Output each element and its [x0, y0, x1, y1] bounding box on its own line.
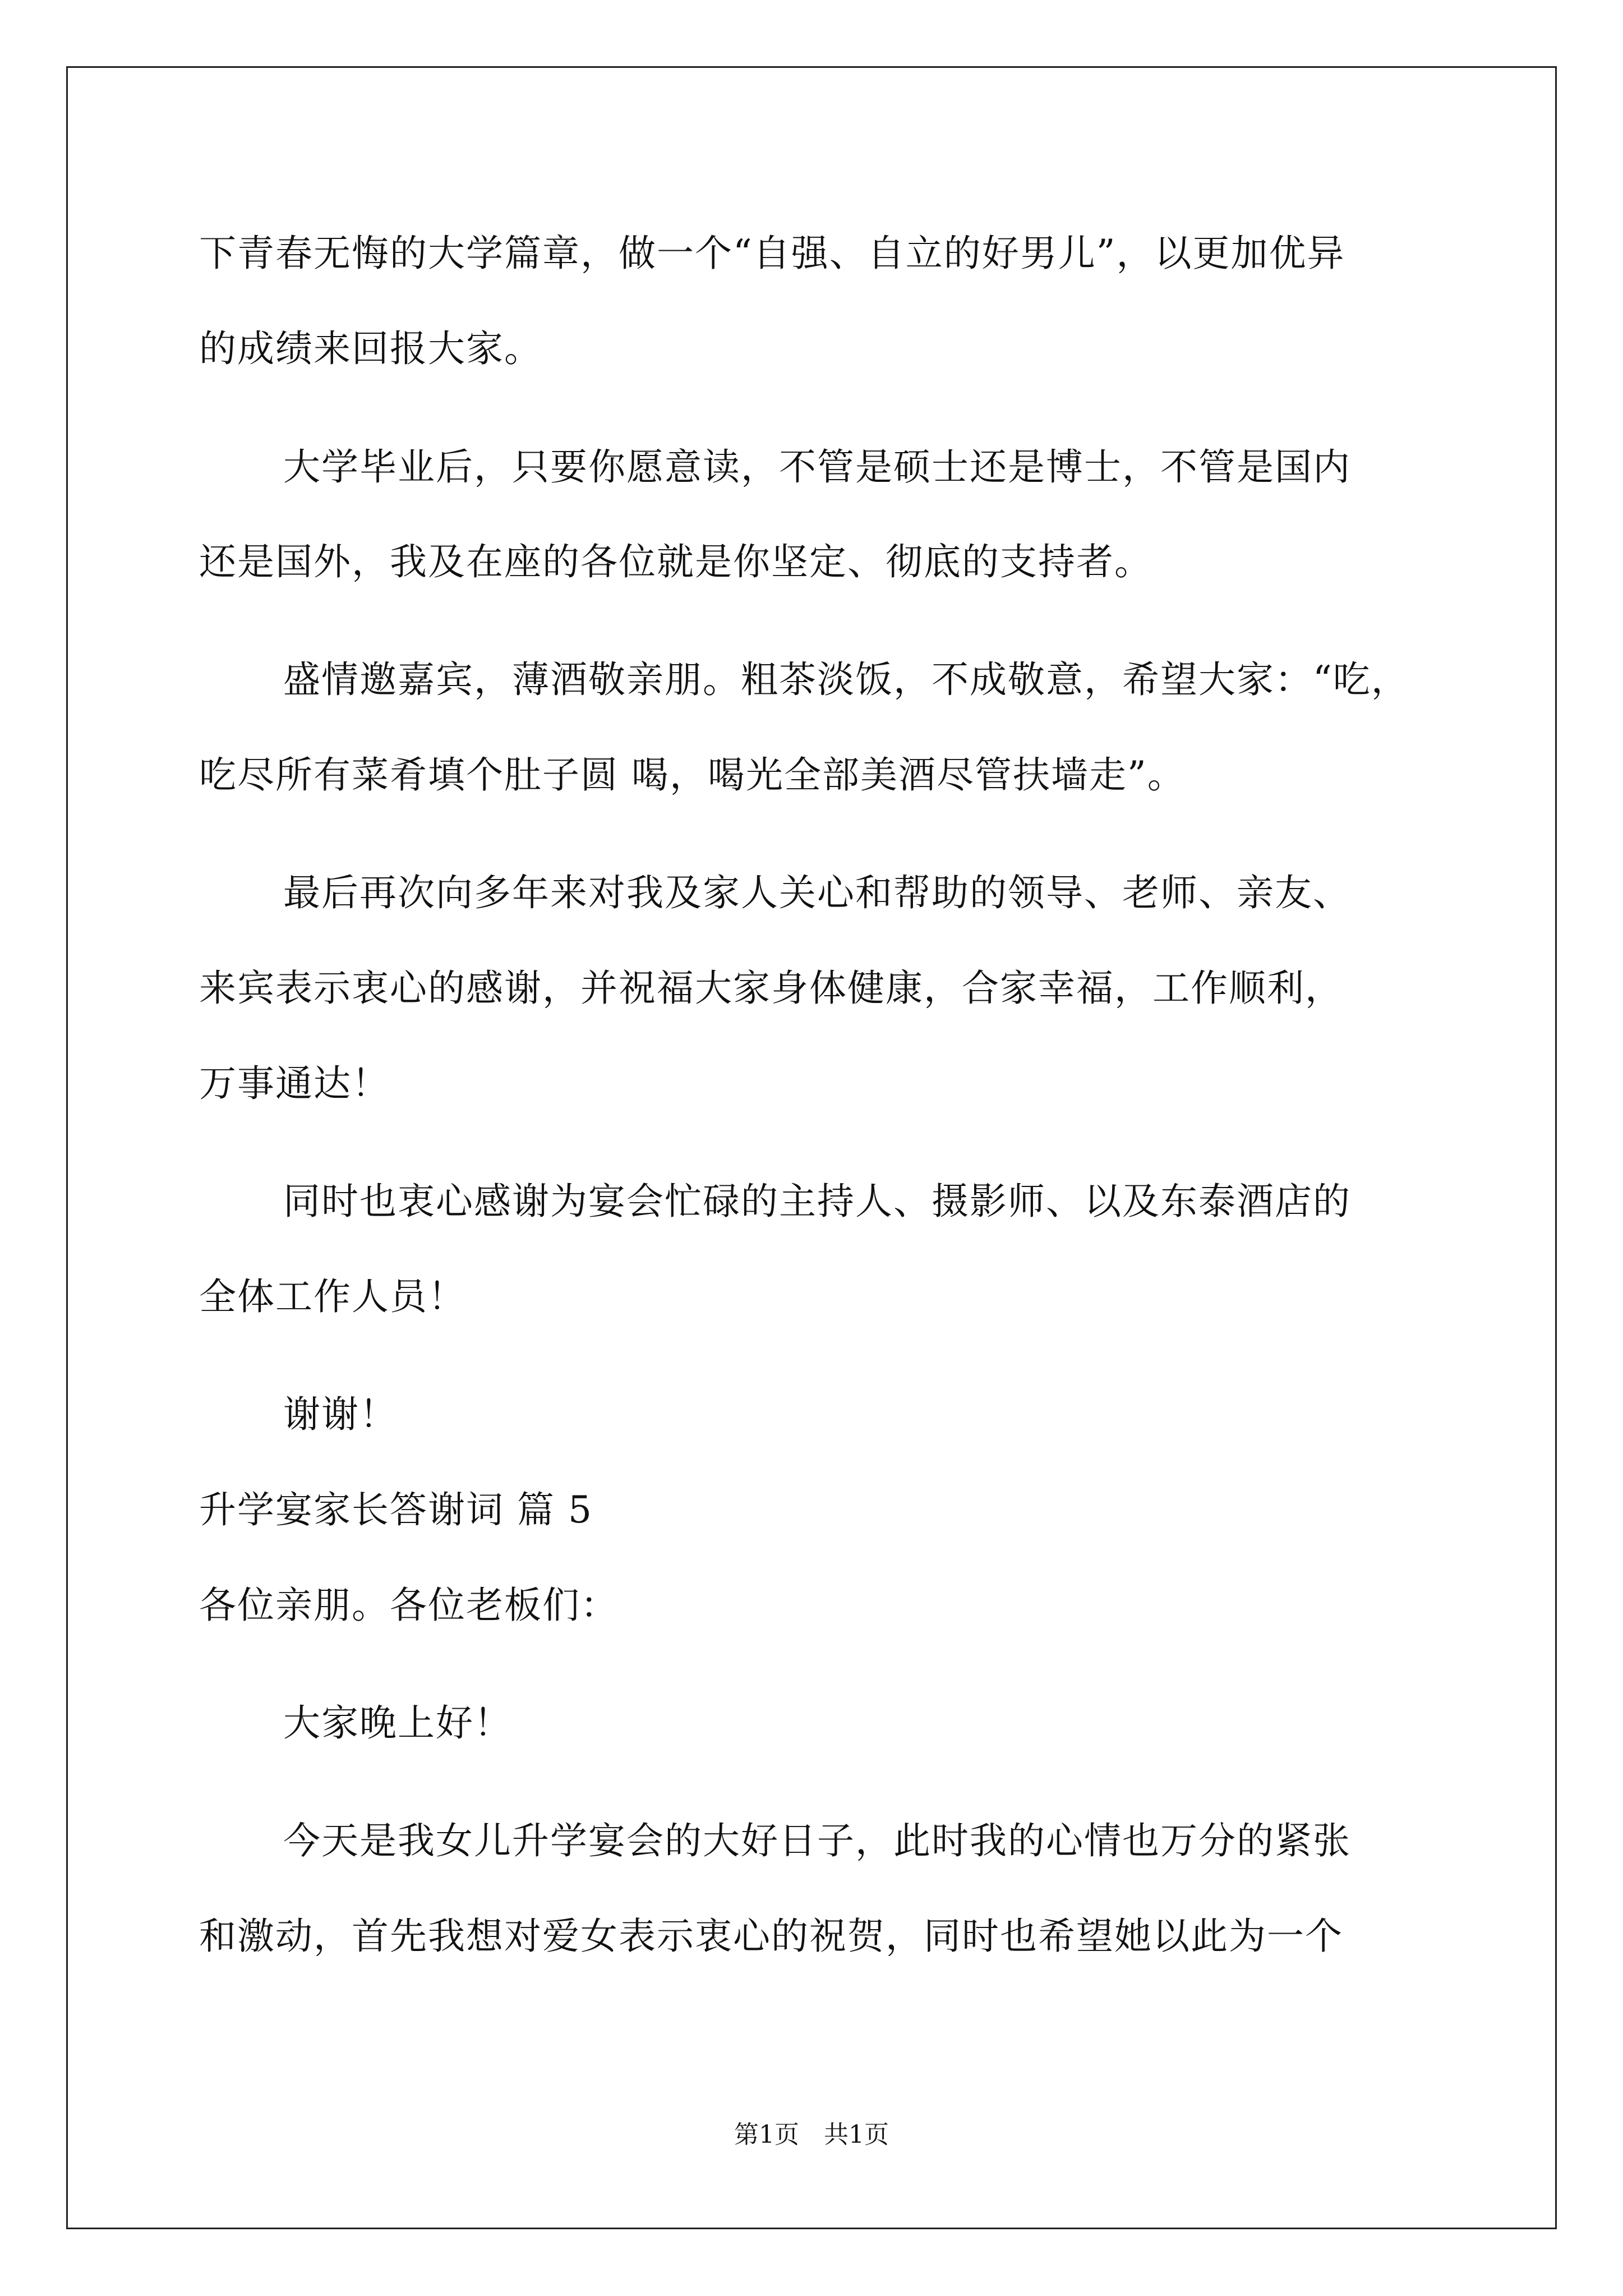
text-line-9: 万事通达！: [199, 1062, 390, 1105]
text-line-2: 的成绩来回报大家。: [199, 327, 542, 370]
text-line-12: 谢谢！: [283, 1393, 398, 1436]
text-line-10: 同时也衷心感谢为宴会忙碌的主持人、摄影师、以及东泰酒店的: [283, 1180, 1351, 1223]
text-line-4: 还是国外，我及在座的各位就是你坚定、彻底的支持者。: [199, 540, 1152, 583]
text-line-5: 盛情邀嘉宾，薄酒敬亲朋。粗茶淡饭，不成敬意，希望大家：“吃，: [283, 658, 1409, 701]
text-line-6: 吃尽所有菜肴填个肚子圆 喝，喝光全部美酒尽管扶墙走”。: [199, 753, 1186, 797]
text-line-17: 和激动，首先我想对爱女表示衷心的祝贺，同时也希望她以此为一个: [199, 1915, 1343, 1958]
text-line-8: 来宾表示衷心的感谢，并祝福大家身体健康，合家幸福，工作顺利，: [199, 967, 1343, 1010]
salutation: 各位亲朋。各位老板们：: [199, 1584, 619, 1627]
text-line-1: 下青春无悔的大学篇章，做一个“自强、自立的好男儿”，以更加优异: [199, 232, 1345, 275]
page-frame: [66, 66, 1557, 2229]
greeting: 大家晚上好！: [283, 1701, 512, 1745]
section-heading: 升学宴家长答谢词 篇 5: [199, 1488, 593, 1531]
text-line-3: 大学毕业后，只要你愿意读，不管是硕士还是博士，不管是国内: [283, 445, 1351, 489]
text-line-16: 今天是我女儿升学宴会的大好日子，此时我的心情也万分的紧张: [283, 1819, 1351, 1862]
page-footer: 第1页 共1页: [734, 2120, 889, 2149]
text-line-11: 全体工作人员！: [199, 1275, 466, 1318]
text-line-7: 最后再次向多年来对我及家人关心和帮助的领导、老师、亲友、: [283, 871, 1351, 914]
